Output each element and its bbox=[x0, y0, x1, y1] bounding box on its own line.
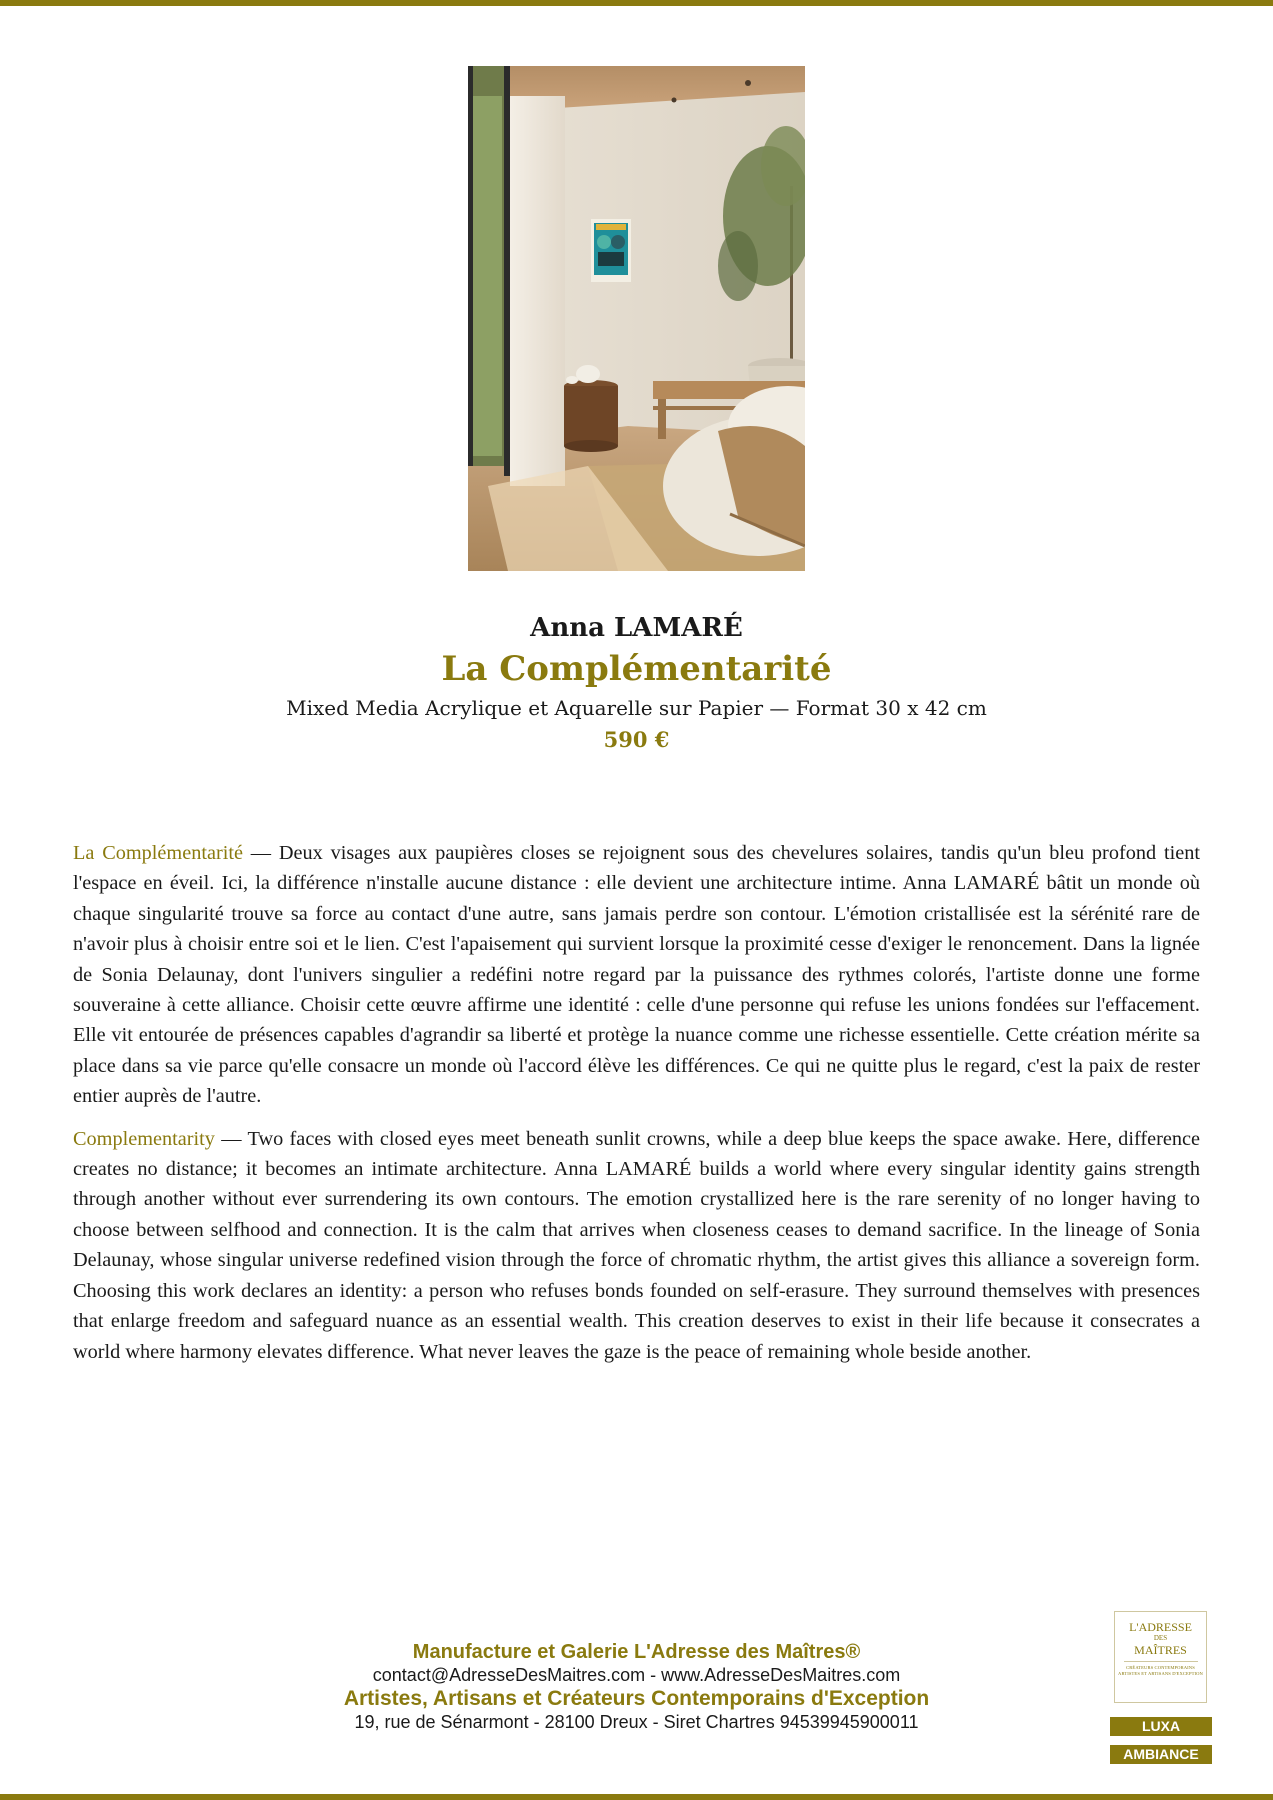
logo-line-3: MAÎTRES bbox=[1134, 1643, 1187, 1657]
footer bbox=[0, 1640, 1273, 1733]
artwork-header bbox=[0, 610, 1273, 756]
logo-line-4: CRÉATEURS CONTEMPORAINS ARTISTES ET ARTISANS D'EXCEPTION bbox=[1118, 1665, 1203, 1676]
description-fr-lead: La Complémentarité bbox=[73, 842, 243, 864]
artwork-medium-format: Mixed Media Acrylique et Aquarelle sur Papier — Format 30 x 42 cm bbox=[286, 696, 987, 720]
artwork-room-photo bbox=[468, 66, 805, 571]
artwork-price: 590 € bbox=[603, 727, 670, 752]
artwork-description bbox=[73, 838, 1200, 1379]
logo-line-2: DES bbox=[1153, 1634, 1168, 1642]
footer-tagline: Artistes, Artisans et Créateurs Contemporains d'Exception bbox=[343, 1687, 930, 1710]
logo-line-1: L'ADRESSE bbox=[1129, 1620, 1192, 1634]
artist-name: Anna LAMARÉ bbox=[530, 613, 743, 643]
gallery-logo bbox=[1114, 1611, 1207, 1703]
footer-address: 19, rue de Sénarmont - 28100 Dreux - Siret Chartres 94539945900011 bbox=[354, 1712, 919, 1732]
bottom-border bbox=[0, 1794, 1273, 1800]
description-fr-body: — Deux visages aux paupières closes se rejoignent sous des chevelures solaires, tandis qu'un bleu profond tient l'espace en éveil. Ici, la différence n'installe aucune distance : elle devient une architecture intime. Anna LAMARÉ bâtit un monde où chaque singularité trouve sa force au contact d'une autre, sans jamais perdre son contour. L'émotion cristallisée est la sérénité rare de n'avoir plus à choisir entre soi et le lien. C'est l'apaisement qui survient lorsque la proximité cesse d'exiger le renoncement. Dans la lignée de Sonia Delaunay, dont l'univers singulier a redéfini notre regard par la puissance des rythmes colorés, l'artiste donne une forme souveraine à cette alliance. Choisir cette œuvre affirme une identité : celle d'une personne qui refuse les unions fondées sur l'effacement. Elle vit entourée de présences capables d'agrandir sa liberté et protège la nuance comme une richesse essentielle. Cette création mérite sa place dans sa vie parce qu'elle consacre un monde où l'accord élève les différences. Ce qui ne quitte plus le regard, c'est la paix de rester entier auprès de l'autre. bbox=[73, 842, 1200, 1108]
tag-luxa: LUXA bbox=[1110, 1717, 1212, 1736]
description-en-lead: Complementarity bbox=[73, 1127, 215, 1150]
footer-company: Manufacture et Galerie L'Adresse des Maîtres® bbox=[412, 1641, 861, 1663]
logo-divider bbox=[1124, 1661, 1198, 1662]
tag-ambiance: AMBIANCE bbox=[1110, 1745, 1212, 1764]
footer-contact: contact@AdresseDesMaitres.com - www.AdresseDesMaitres.com bbox=[372, 1665, 901, 1685]
description-en bbox=[73, 1124, 1200, 1367]
top-border bbox=[0, 0, 1273, 6]
description-fr bbox=[73, 838, 1200, 1112]
artwork-title: La Complémentarité bbox=[441, 649, 832, 689]
description-en-body: — Two faces with closed eyes meet beneath sunlit crowns, while a deep blue keeps the space awake. Here, difference creates no distance; it becomes an intimate architecture. Anna LAMARÉ builds a world where every singular identity gains strength through another without ever surrendering its own contours. The emotion crystallized here is the rare serenity of no longer having to choose between selfhood and connection. It is the calm that arrives when closeness ceases to demand sacrifice. In the lineage of Sonia Delaunay, whose singular universe redefined vision through the force of chromatic rhythm, the artist gives this alliance a sovereign form. Choosing this work declares an identity: a person who refuses bonds founded on self-erasure. They surround themselves with presences that enlarge freedom and safeguard nuance as an essential wealth. This creation deserves to exist in their life because it consecrates a world where harmony elevates difference. What never leaves the gaze is the peace of remaining whole beside another. bbox=[73, 1127, 1200, 1363]
